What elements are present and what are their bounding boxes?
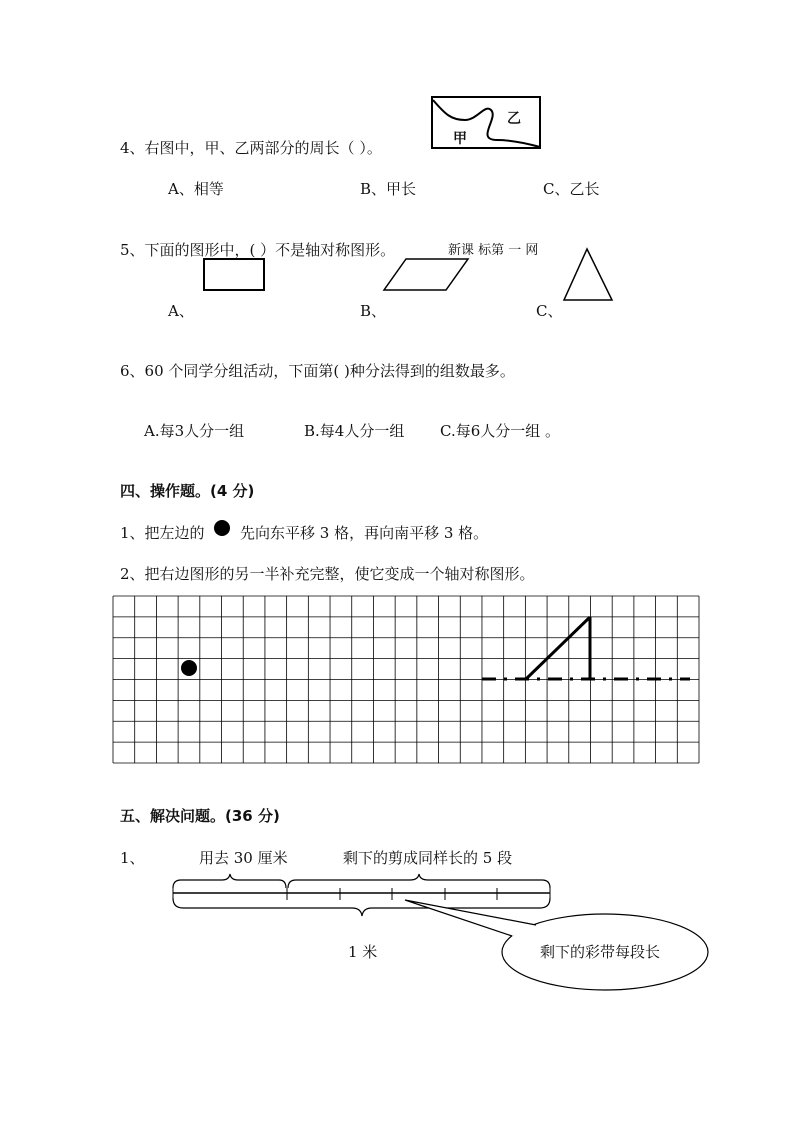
q4-text: 4、右图中，甲、乙两部分的周长（ ）。	[120, 139, 382, 157]
section4-title: 四、操作题。(4 分)	[120, 482, 255, 500]
q4-option-b: B、甲长	[360, 180, 417, 198]
used-part-brace	[173, 874, 286, 888]
q4-option-c: C、乙长	[543, 180, 600, 198]
q5-option-b: B、	[360, 302, 387, 320]
q6-option-a: A.每3人分一组	[144, 422, 245, 440]
q5-watermark: 新课 标第 一 网	[448, 243, 539, 258]
ribbon-total-label: 1 米	[348, 943, 378, 961]
q6-option-b: B.每4人分一组	[304, 422, 405, 440]
rest-part-brace	[288, 874, 550, 888]
q5-text: 5、下面的图形中，( ）不是轴对称图形。	[120, 241, 396, 259]
section4-item1-prefix: 1、把左边的	[120, 524, 205, 542]
q5-option-c: C、	[536, 302, 563, 320]
section4-item2: 2、把右边图形的另一半补充完整，使它变成一个轴对称图形。	[120, 565, 535, 583]
ribbon-rest-label: 剩下的剪成同样长的 5 段	[343, 849, 513, 867]
ribbon-used-label: 用去 30 厘米	[199, 849, 288, 867]
callout-bubble-text: 剩下的彩带每段长	[540, 943, 661, 961]
q6-text: 6、60 个同学分组活动，下面第( )种分法得到的组数最多。	[120, 362, 515, 380]
section4-item1-suffix: 先向东平移 3 格，再向南平移 3 格。	[240, 524, 489, 542]
total-length-brace	[173, 898, 550, 916]
callout-pointer	[405, 900, 536, 936]
q4-figure-label-jia: 甲	[453, 131, 467, 147]
q6-option-c: C.每6人分一组 。	[440, 422, 561, 440]
q4-option-a: A、相等	[168, 180, 224, 198]
section5-item1-number: 1、	[120, 849, 145, 867]
q4-figure-label-yi: 乙	[507, 111, 521, 127]
q5-option-a: A、	[168, 302, 194, 320]
section5-title: 五、解决问题。(36 分)	[120, 807, 280, 825]
